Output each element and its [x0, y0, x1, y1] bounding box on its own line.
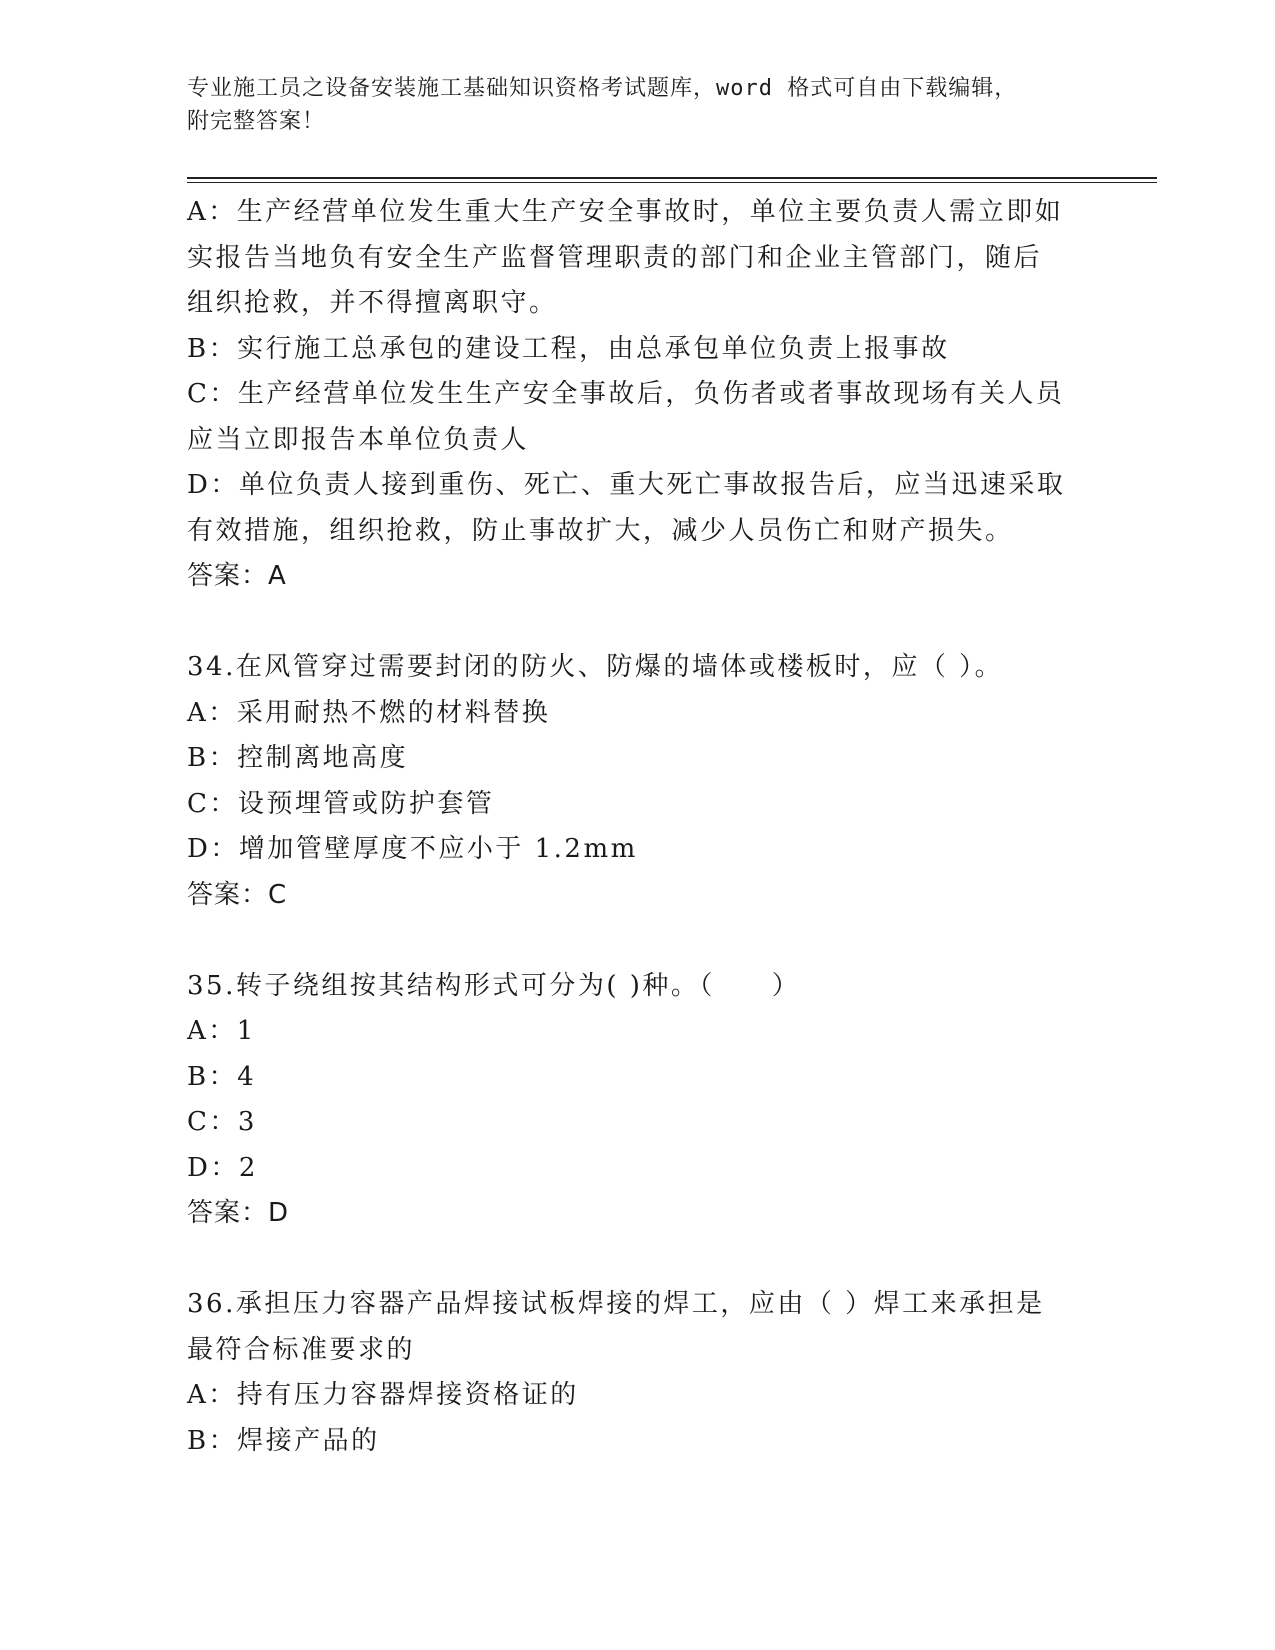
- q36-stem-line-2: 最符合标准要求的: [187, 1334, 416, 1365]
- q35-answer: 答案：D: [187, 1198, 290, 1228]
- q36-option-b: B：焊接产品的: [187, 1425, 380, 1456]
- header-title-line-1: 专业施工员之设备安装施工基础知识资格考试题库，word 格式可自由下载编辑，: [187, 76, 1018, 101]
- q33-option-b: B：实行施工总承包的建设工程，由总承包单位负责上报事故: [187, 333, 950, 364]
- q33-option-c-line-2: 应当立即报告本单位负责人: [187, 424, 530, 455]
- spacer: [187, 1237, 1087, 1283]
- q33-answer: 答案：A: [187, 561, 287, 591]
- q35-stem: 35.转子绕组按其结构形式可分为( )种。（ ）: [187, 970, 801, 1001]
- q34-option-d: D：增加管壁厚度不应小于 1.2mm: [187, 834, 638, 864]
- q34-stem: 34.在风管穿过需要封闭的防火、防爆的墙体或楼板时，应（ ）。: [187, 652, 1004, 682]
- question-content: [187, 190, 1087, 1464]
- question-36: [187, 1282, 1087, 1464]
- q35-option-a: A：1: [187, 1016, 256, 1046]
- q33-option-a-line-3: 组织抢救，并不得擅离职守。: [187, 288, 558, 318]
- q34-option-b: B：控制离地高度: [187, 743, 409, 773]
- spacer: [187, 918, 1087, 964]
- q33-option-d-line-1: D：单位负责人接到重伤、死亡、重大死亡事故报告后，应当迅速采取: [187, 470, 1066, 500]
- question-35: [187, 964, 1087, 1237]
- q34-answer: 答案：C: [187, 879, 288, 910]
- spacer: [187, 600, 1087, 646]
- question-34: [187, 645, 1087, 918]
- q33-option-a-line-1: A：生产经营单位发生重大生产安全事故时，单位主要负责人需立即如: [187, 197, 1064, 227]
- q35-option-d: D：2: [187, 1152, 258, 1183]
- q34-option-a: A：采用耐热不燃的材料替换: [187, 697, 551, 728]
- q33-option-d-line-2: 有效措施，组织抢救，防止事故扩大，减少人员伤亡和财产损失。: [187, 515, 1014, 546]
- header-divider: [187, 177, 1157, 183]
- q35-option-b: B：4: [187, 1061, 257, 1092]
- q33-option-a-line-2: 实报告当地负有安全生产监督管理职责的部门和企业主管部门，随后: [187, 242, 1043, 273]
- document-header: [187, 72, 1087, 138]
- q36-stem-line-1: 36.承担压力容器产品焊接试板焊接的焊工，应由（ ）焊工来承担是: [187, 1289, 1045, 1319]
- q34-option-c: C：设预埋管或防护套管: [187, 788, 495, 819]
- q36-option-a: A：持有压力容器焊接资格证的: [187, 1380, 579, 1410]
- question-33: [187, 190, 1087, 600]
- header-title-line-2: 附完整答案！: [187, 109, 326, 134]
- q35-option-c: C：3: [187, 1107, 257, 1137]
- q33-option-c-line-1: C：生产经营单位发生生产安全事故后，负伤者或者事故现场有关人员: [187, 379, 1065, 409]
